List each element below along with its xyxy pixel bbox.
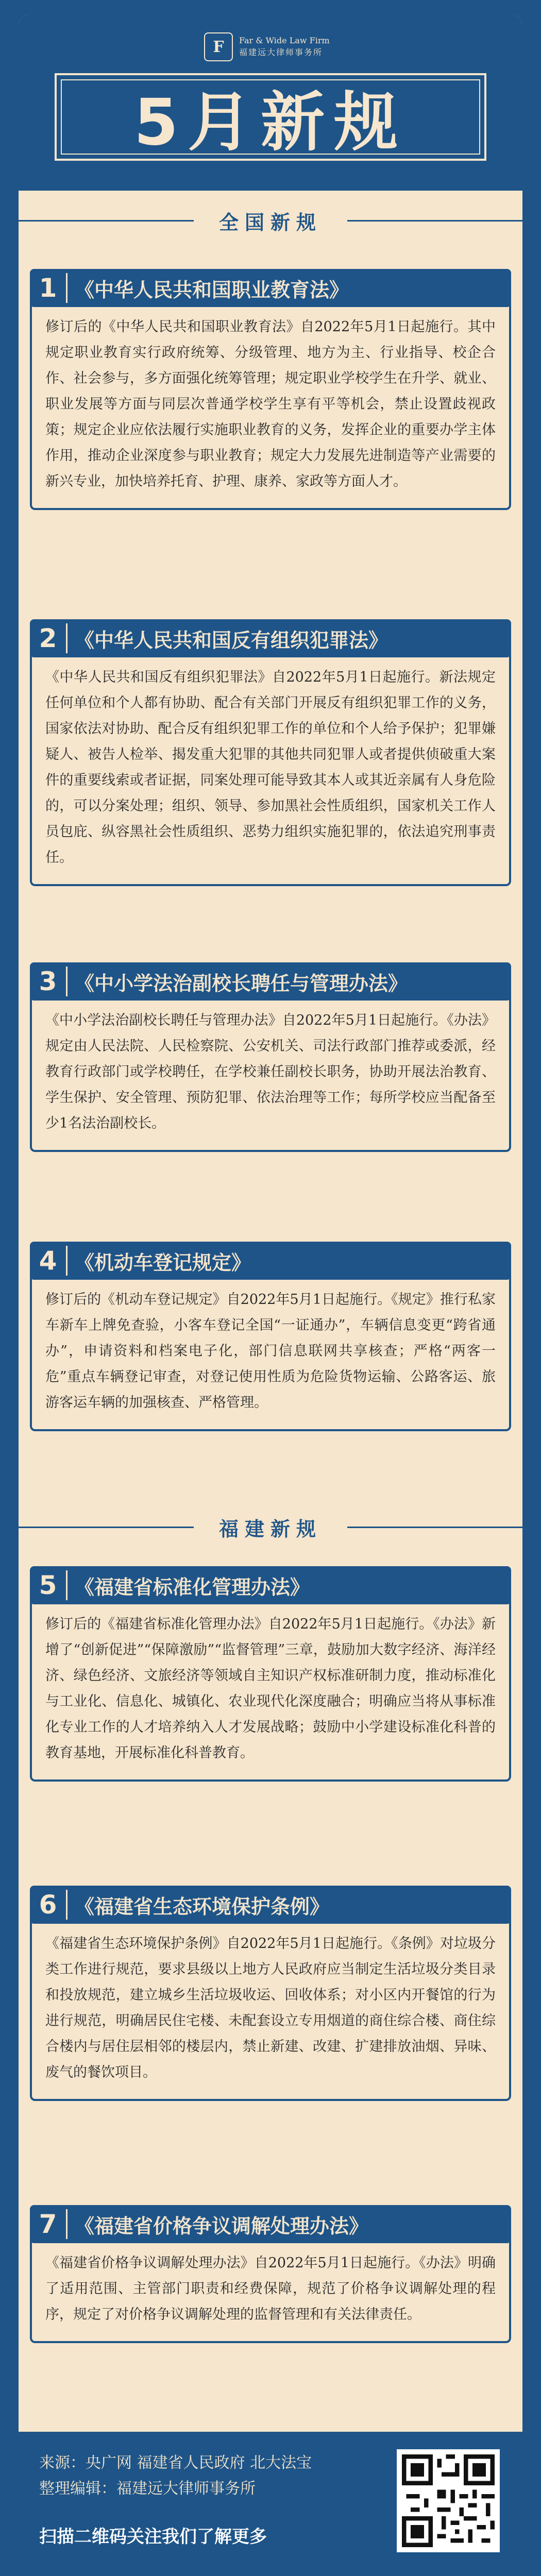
section-fujian-header bbox=[19, 1507, 522, 1547]
number-divider bbox=[66, 1570, 67, 1600]
firm-logo-icon: F bbox=[204, 32, 233, 61]
firm-brand bbox=[204, 29, 338, 65]
source-line: 来源：央广网 福建省人民政府 北大法宝 bbox=[39, 2454, 312, 2472]
title-frame bbox=[55, 73, 486, 161]
regulation-body: 《福建省生态环境保护条例》自2022年5月1日起施行。《条例》对垃圾分类工作进行规范，要求县级以上地方人民政府应当制定生活垃圾分类目录和投放规范，建立城乡生活垃圾收运、回收体系；对小区内开餐馆的行为进行规范，明确居民住宅楼、未配套设立专用烟道的商住综合楼、商住综合楼内与居住层相邻的楼层内，禁止新建、改建、扩建排放油烟、异味、废气的餐饮项目。 bbox=[30, 1917, 511, 2101]
divider-line bbox=[347, 220, 522, 222]
regulation-title: 《中华人民共和国反有组织犯罪法》 bbox=[75, 629, 388, 652]
regulation-title: 《中华人民共和国职业教育法》 bbox=[75, 278, 349, 301]
number-divider bbox=[66, 1246, 67, 1276]
scan-prompt: 扫描二维码关注我们了解更多 bbox=[39, 2527, 267, 2547]
editor-line: 整理编辑：福建远大律师事务所 bbox=[39, 2480, 256, 2498]
firm-name-en: Far & Wide Law Firm bbox=[239, 36, 330, 45]
regulation-body: 《中小学法治副校长聘任与管理办法》自2022年5月1日起施行。《办法》规定由人民法院、人民检察院、公安机关、司法行政部门推荐或委派，经教育行政部门或学校聘任，在学校兼任副校长职务，协助开展法治教育、学生保护、安全管理、预防犯罪、依法治理等工作；每所学校应当配备至少1名法治副校长。 bbox=[30, 993, 511, 1152]
regulation-body: 修订后的《中华人民共和国职业教育法》自2022年5月1日起施行。其中规定职业教育实行政府统筹、分级管理、地方为主、行业指导、校企合作、社会参与，多方面强化统筹管理；规定职业学校学生在升学、就业、职业发展等方面与同层次普通学校学生享有平等机会，禁止设置歧视政策；规定企业应依法履行实施职业教育的义务，发挥企业的重要办学主体作用，推动企业深度参与职业教育；规定大力发展先进制造等产业需要的新兴专业，加快培养托育、护理、康养、家政等方面人才。 bbox=[30, 300, 511, 510]
regulation-title: 《福建省标准化管理办法》 bbox=[75, 1575, 310, 1599]
regulation-header bbox=[30, 269, 511, 307]
regulation-title: 《中小学法治副校长聘任与管理办法》 bbox=[75, 972, 408, 995]
number-divider bbox=[66, 1890, 67, 1920]
regulation-number: 4 bbox=[39, 1246, 57, 1276]
regulation-header bbox=[30, 962, 511, 1001]
regulation-title: 《机动车登记规定》 bbox=[75, 1251, 251, 1274]
page-title: 5月新规 bbox=[133, 86, 408, 160]
regulation-header bbox=[30, 1566, 511, 1604]
divider-line bbox=[19, 1527, 194, 1528]
firm-name-cn: 福建远大律师事务所 bbox=[239, 47, 323, 57]
firm-name bbox=[239, 35, 330, 59]
divider-line bbox=[19, 220, 194, 222]
number-divider bbox=[66, 623, 67, 653]
regulation-header bbox=[30, 1242, 511, 1280]
divider-line bbox=[347, 1527, 522, 1528]
section-national-header bbox=[19, 201, 522, 240]
footer bbox=[19, 2432, 522, 2576]
number-divider bbox=[66, 2209, 67, 2239]
regulation-number: 2 bbox=[39, 623, 57, 653]
regulation-title: 《福建省价格争议调解处理办法》 bbox=[75, 2214, 369, 2238]
regulation-body: 《福建省价格争议调解处理办法》自2022年5月1日起施行。《办法》明确了适用范围、主管部门职责和经费保障，规范了价格争议调解处理的程序，规定了对价格争议调解处理的监督管理和有关法律责任。 bbox=[30, 2236, 511, 2343]
section-title: 福建新规 bbox=[218, 1517, 322, 1540]
regulation-number: 3 bbox=[39, 967, 57, 996]
poster bbox=[19, 15, 522, 2576]
regulation-number: 5 bbox=[39, 1570, 57, 1600]
regulation-number: 6 bbox=[39, 1890, 57, 1920]
header bbox=[19, 15, 522, 191]
regulation-body: 修订后的《机动车登记规定》自2022年5月1日起施行。《规定》推行私家车新车上牌免查验，小客车登记全国“一证通办”，车辆信息变更“跨省通办”，申请资料和档案电子化，部门信息联网共享核查；严格“两客一危”重点车辆登记审查，对登记使用性质为危险货物运输、公路客运、旅游客运车辆的加强核查、严格管理。 bbox=[30, 1273, 511, 1431]
regulation-header bbox=[30, 2205, 511, 2243]
number-divider bbox=[66, 273, 67, 303]
regulation-number: 7 bbox=[39, 2209, 57, 2239]
regulation-body: 《中华人民共和国反有组织犯罪法》自2022年5月1日起施行。新法规定任何单位和个人都有协助、配合有关部门开展反有组织犯罪工作的义务，国家依法对协助、配合反有组织犯罪工作的单位和个人给予保护；犯罪嫌疑人、被告人检举、揭发重大犯罪的其他共同犯罪人或者提供侦破重大案件的重要线索或者证据，同案处理可能导致其本人或其近亲属有人身危险的，可以分案处理；组织、领导、参加黑社会性质组织，国家机关工作人员包庇、纵容黑社会性质组织、恶势力组织实施犯罪的，依法追究刑事责任。 bbox=[30, 650, 511, 886]
regulation-title: 《福建省生态环境保护条例》 bbox=[75, 1895, 330, 1918]
section-title: 全国新规 bbox=[218, 211, 322, 234]
regulation-header bbox=[30, 1886, 511, 1924]
regulation-body: 修订后的《福建省标准化管理办法》自2022年5月1日起施行。《办法》新增了“创新促进”“保障激励”“监督管理”三章，鼓励加大数字经济、海洋经济、绿色经济、文旅经济等领域自主知识产权标准研制力度，推动标准化与工业化、信息化、城镇化、农业现代化深度融合；明确应当将从事标准化专业工作的人才培养纳入人才发展战略；鼓励中小学建设标准化科普的教育基地，开展标准化科普教育。 bbox=[30, 1597, 511, 1782]
number-divider bbox=[66, 967, 67, 996]
regulation-number: 1 bbox=[39, 273, 57, 303]
regulation-header bbox=[30, 619, 511, 657]
qr-code-icon[interactable] bbox=[397, 2449, 500, 2552]
source-credits bbox=[39, 2450, 312, 2502]
